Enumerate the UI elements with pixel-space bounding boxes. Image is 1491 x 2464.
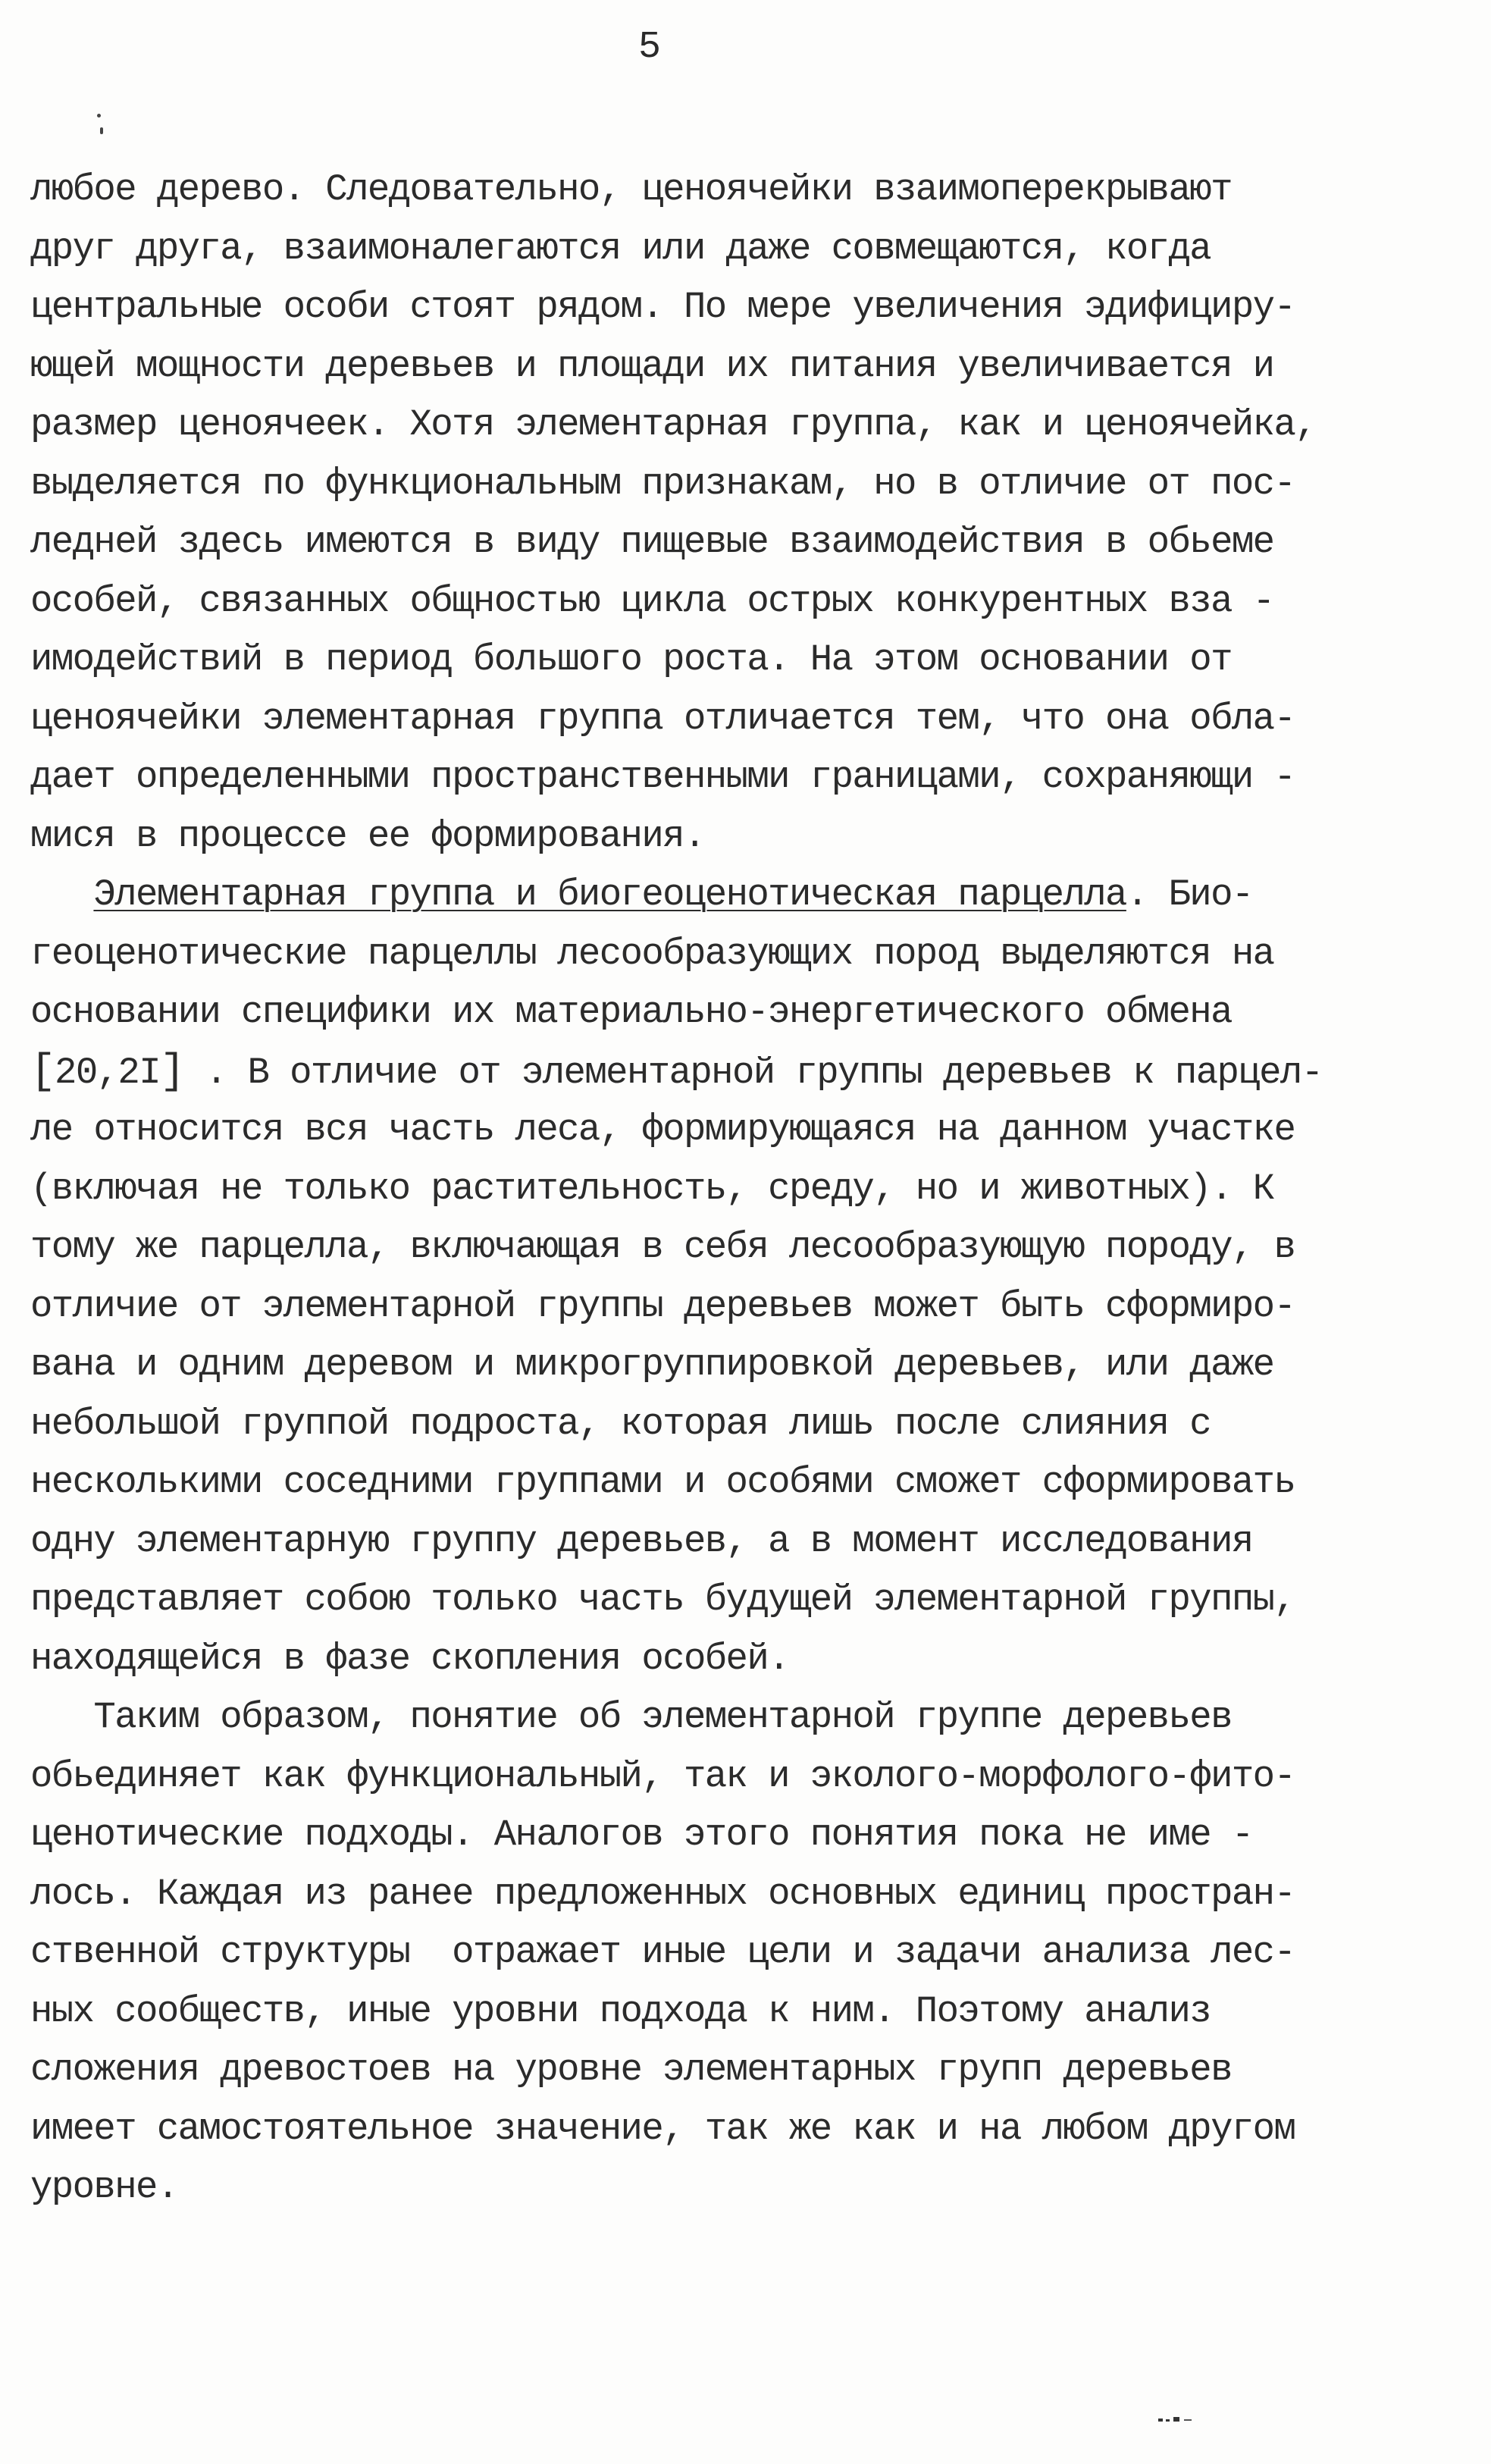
text-line: центральные особи стоят рядом. По мере увеличения эдифициру- bbox=[30, 286, 1295, 328]
paragraph-3 bbox=[30, 1688, 1471, 2218]
scan-speck bbox=[97, 114, 101, 118]
text-line: отличие от элементарной группы деревьев может быть сформиро- bbox=[30, 1284, 1295, 1328]
text-line: тому же парцелла, включающая в себя лесообразующую породу, в bbox=[30, 1226, 1295, 1268]
heading-tail: . Био- bbox=[1126, 873, 1253, 916]
text-line: ледней здесь имеются в виду пищевые взаимодействия в обьеме bbox=[30, 521, 1274, 563]
text-line: представляет собою только часть будущей элементарной группы, bbox=[30, 1578, 1295, 1621]
text-line: выделяется по функциональным признакам, но в отличие от пос- bbox=[30, 462, 1295, 505]
section-heading: Элементарная группа и биогеоценотическая парцелла bbox=[93, 873, 1126, 916]
citation-bracket-close: ] bbox=[160, 1046, 185, 1096]
scan-speck bbox=[100, 127, 103, 134]
citation-line bbox=[30, 1042, 1471, 1102]
text-line: ющей мощности деревьев и площади их питания увеличивается и bbox=[30, 344, 1274, 387]
text-line: Таким образом, понятие об элементарной группе деревьев bbox=[30, 1696, 1232, 1738]
body-text bbox=[30, 161, 1471, 2218]
citation-ref: 20,2I bbox=[55, 1051, 161, 1094]
text-line: любое дерево. Следовательно, ценоячейки взаимоперекрывают bbox=[30, 168, 1232, 211]
text-line: уровне. bbox=[30, 2166, 178, 2209]
text-line: несколькими соседними группами и особями сможет сформировать bbox=[30, 1461, 1295, 1503]
text-line: размер ценоячеек. Хотя элементарная группа, как и ценоячейка, bbox=[30, 403, 1317, 446]
text-line: друг друга, взаимоналегаются или даже совмещаются, когда bbox=[30, 227, 1211, 270]
text-line: основании специфики их материально-энергетического обмена bbox=[30, 991, 1232, 1033]
text-line: одну элементарную группу деревьев, а в момент исследования bbox=[30, 1519, 1253, 1563]
text-line: ценоячейки элементарная группа отличается тем, что она обла- bbox=[30, 697, 1295, 740]
text-line: имодействий в период большого роста. На этом основании от bbox=[30, 638, 1232, 681]
text-line: (включая не только растительность, среду, но и животных). К bbox=[30, 1167, 1274, 1210]
text-line: ценотические подходы. Аналогов этого понятия пока не име - bbox=[30, 1814, 1253, 1856]
paragraph-2 bbox=[30, 866, 1471, 1688]
text-line: лось. Каждая из ранее предложенных основных единиц простран- bbox=[30, 1872, 1295, 1915]
text-line: мися в процессе ее формирования. bbox=[30, 814, 705, 857]
text-line: особей, связанных общностью цикла острых конкурентных вза - bbox=[30, 579, 1274, 622]
text-line: обьединяет как функциональный, так и эколого-морфолого-фито- bbox=[30, 1754, 1295, 1798]
citation-tail: . В отличие от элементарной группы деревьев к парцел- bbox=[184, 1051, 1323, 1094]
text-line: геоценотические парцеллы лесообразующих пород выделяются на bbox=[30, 932, 1274, 975]
text-line: имеет самостоятельное значение, так же как и на любом другом bbox=[30, 2107, 1295, 2150]
paragraph-1 bbox=[30, 161, 1471, 866]
text-line: вана и одним деревом и микрогруппировкой деревьев, или даже bbox=[30, 1343, 1274, 1386]
text-line: небольшой группой подроста, которая лишь после слияния с bbox=[30, 1402, 1211, 1445]
text-line: ственной структуры отражает иные цели и задачи анализа лес- bbox=[30, 1931, 1295, 1973]
text-line: ле относится вся часть леса, формирующаяся на данном участке bbox=[30, 1108, 1295, 1151]
scan-marks bbox=[1158, 2415, 1211, 2423]
citation-bracket-open: [ bbox=[30, 1046, 55, 1096]
section-heading-line bbox=[30, 866, 1471, 925]
text-line: ных сообществ, иные уровни подхода к ним. Поэтому анализ bbox=[30, 1989, 1211, 2033]
text-line: находящейся в фазе скопления особей. bbox=[30, 1637, 789, 1680]
text-line: сложения древостоев на уровне элементарных групп деревьев bbox=[30, 2049, 1232, 2091]
text-line: дает определенными пространственными границами, сохраняющи - bbox=[30, 756, 1295, 798]
page-number: 5 bbox=[638, 26, 662, 69]
